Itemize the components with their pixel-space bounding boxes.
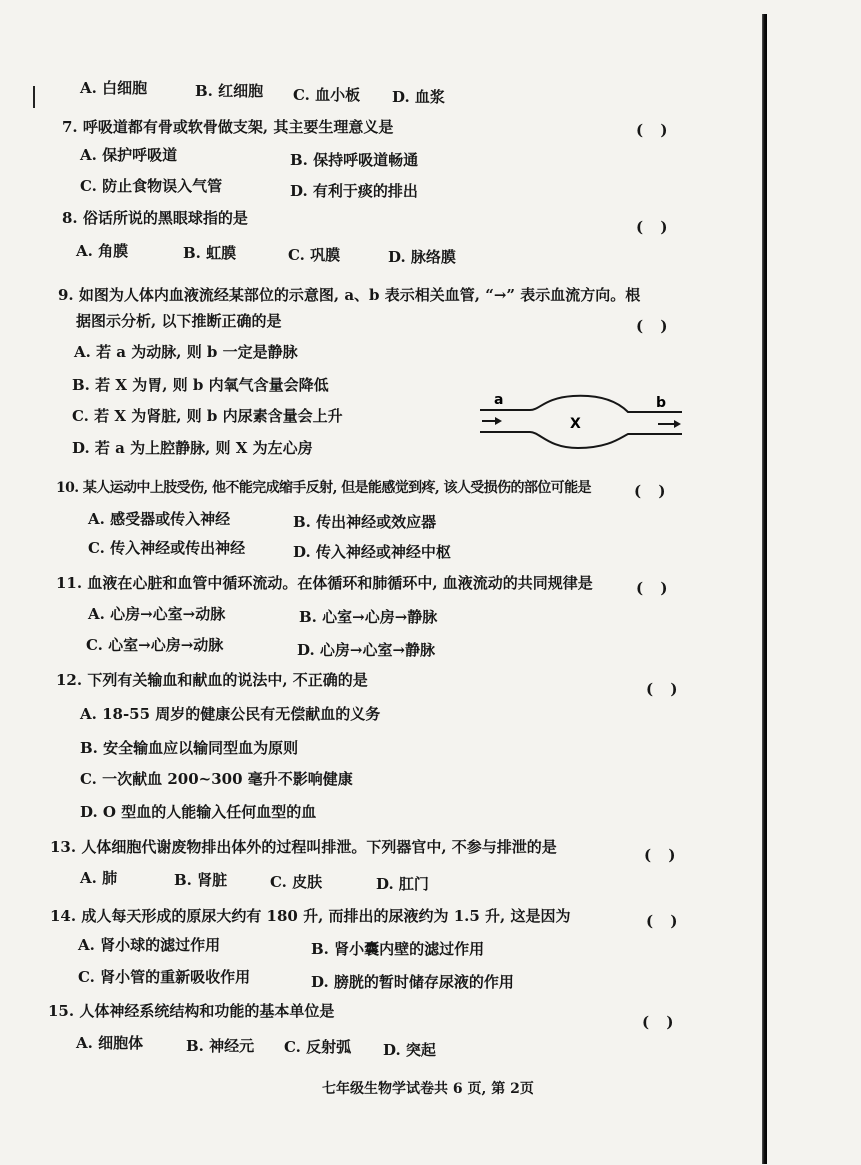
outflow-arrow-icon xyxy=(674,420,681,428)
page-footer: 七年级生物学试卷共 6 页, 第 2页 xyxy=(322,1081,534,1097)
q15-answer-paren: ( ) xyxy=(642,1013,680,1031)
q10-stem: 10. 某人运动中上肢受伤, 他不能完成缩手反射, 但是能感觉到疼, 该人受损伤的部位可能是 xyxy=(56,480,591,496)
q13-answer-paren: ( ) xyxy=(644,846,682,864)
q9-answer-paren: ( ) xyxy=(636,317,674,335)
q7-answer-paren: ( ) xyxy=(636,121,674,139)
q12-option-d: D. O 型血的人能输入任何血型的血 xyxy=(80,803,317,821)
q11-option-b: B. 心室→心房→静脉 xyxy=(299,608,438,626)
q13-option-b: B. 肾脏 xyxy=(174,871,228,889)
vessel-lower-wall xyxy=(480,432,682,448)
q10-option-b: B. 传出神经或效应器 xyxy=(293,513,437,531)
q7-option-b: B. 保持呼吸道畅通 xyxy=(290,151,419,169)
q12-option-a: A. 18-55 周岁的健康公民有无偿献血的义务 xyxy=(80,705,381,723)
q13-option-d: D. 肛门 xyxy=(376,875,429,893)
q13-option-a: A. 肺 xyxy=(80,869,118,887)
q6-option-b: B. 红细胞 xyxy=(195,82,264,100)
q15-stem: 15. 人体神经系统结构和功能的基本单位是 xyxy=(48,1002,335,1020)
q11-option-c: C. 心室→心房→动脉 xyxy=(86,636,224,654)
q9-option-c: C. 若 X 为肾脏, 则 b 内尿素含量会上升 xyxy=(72,407,343,425)
vessel-upper-wall xyxy=(480,396,682,412)
q8-answer-paren: ( ) xyxy=(636,218,674,236)
q10-option-d: D. 传入神经或神经中枢 xyxy=(293,543,451,561)
q8-option-c: C. 巩膜 xyxy=(288,246,341,264)
q7-option-a: A. 保护呼吸道 xyxy=(80,146,178,164)
q8-stem: 8. 俗话所说的黑眼球指的是 xyxy=(62,209,248,227)
q9-option-b: B. 若 X 为胃, 则 b 内氧气含量会降低 xyxy=(72,376,329,394)
q9-stem-continued: 据图示分析, 以下推断正确的是 xyxy=(76,312,282,330)
q10-option-a: A. 感受器或传入神经 xyxy=(88,510,231,528)
q15-option-d: D. 突起 xyxy=(383,1041,436,1059)
q9-stem: 9. 如图为人体内血液流经某部位的示意图, a、b 表示相关血管, “→” 表示血流方向。根 xyxy=(58,286,641,304)
q13-option-c: C. 皮肤 xyxy=(270,873,323,891)
q8-option-d: D. 脉络膜 xyxy=(388,248,456,266)
q7-stem: 7. 呼吸道都有骨或软骨做支架, 其主要生理意义是 xyxy=(62,118,394,136)
q12-stem: 12. 下列有关输血和献血的说法中, 不正确的是 xyxy=(56,671,368,689)
q12-option-b: B. 安全输血应以输同型血为原则 xyxy=(80,739,299,757)
q6-option-a: A. 白细胞 xyxy=(80,79,148,97)
q6-option-c: C. 血小板 xyxy=(293,86,361,104)
q9-option-a: A. 若 a 为动脉, 则 b 一定是静脉 xyxy=(74,343,298,361)
q13-stem: 13. 人体细胞代谢废物排出体外的过程叫排泄。下列器官中, 不参与排泄的是 xyxy=(50,838,557,856)
blood-flow-diagram xyxy=(478,388,684,458)
q8-option-a: A. 角膜 xyxy=(76,242,129,260)
inflow-arrow-icon xyxy=(495,417,502,425)
organ-x-label: X xyxy=(570,416,581,432)
q10-answer-paren: ( ) xyxy=(634,482,672,500)
q15-option-b: B. 神经元 xyxy=(186,1037,255,1055)
q14-stem: 14. 成人每天形成的原尿大约有 180 升, 而排出的尿液约为 1.5 升, 这是因为 xyxy=(50,907,571,925)
q9-option-d: D. 若 a 为上腔静脉, 则 X 为左心房 xyxy=(72,439,313,457)
q7-option-c: C. 防止食物误入气管 xyxy=(80,177,223,195)
q12-option-c: C. 一次献血 200~300 毫升不影响健康 xyxy=(80,770,353,788)
q6-option-d: D. 血浆 xyxy=(392,88,445,106)
q11-option-d: D. 心房→心室→静脉 xyxy=(297,641,436,659)
q11-option-a: A. 心房→心室→动脉 xyxy=(88,605,226,623)
q14-option-d: D. 膀胱的暂时储存尿液的作用 xyxy=(311,973,514,991)
q15-option-c: C. 反射弧 xyxy=(284,1038,352,1056)
q8-option-b: B. 虹膜 xyxy=(183,244,237,262)
margin-mark xyxy=(33,86,35,108)
q15-option-a: A. 细胞体 xyxy=(76,1034,144,1052)
q14-option-c: C. 肾小管的重新吸收作用 xyxy=(78,968,251,986)
q10-option-c: C. 传入神经或传出神经 xyxy=(88,539,246,557)
q12-answer-paren: ( ) xyxy=(646,680,684,698)
vessel-a-label: a xyxy=(494,392,504,408)
vessel-b-label: b xyxy=(656,395,667,411)
q11-answer-paren: ( ) xyxy=(636,579,674,597)
q14-option-a: A. 肾小球的滤过作用 xyxy=(78,936,221,954)
q11-stem: 11. 血液在心脏和血管中循环流动。在体循环和肺循环中, 血液流动的共同规律是 xyxy=(56,574,593,592)
q14-option-b: B. 肾小囊内壁的滤过作用 xyxy=(311,940,485,958)
q14-answer-paren: ( ) xyxy=(646,912,684,930)
q7-option-d: D. 有利于痰的排出 xyxy=(290,182,418,200)
scan-edge-border xyxy=(762,14,767,1164)
